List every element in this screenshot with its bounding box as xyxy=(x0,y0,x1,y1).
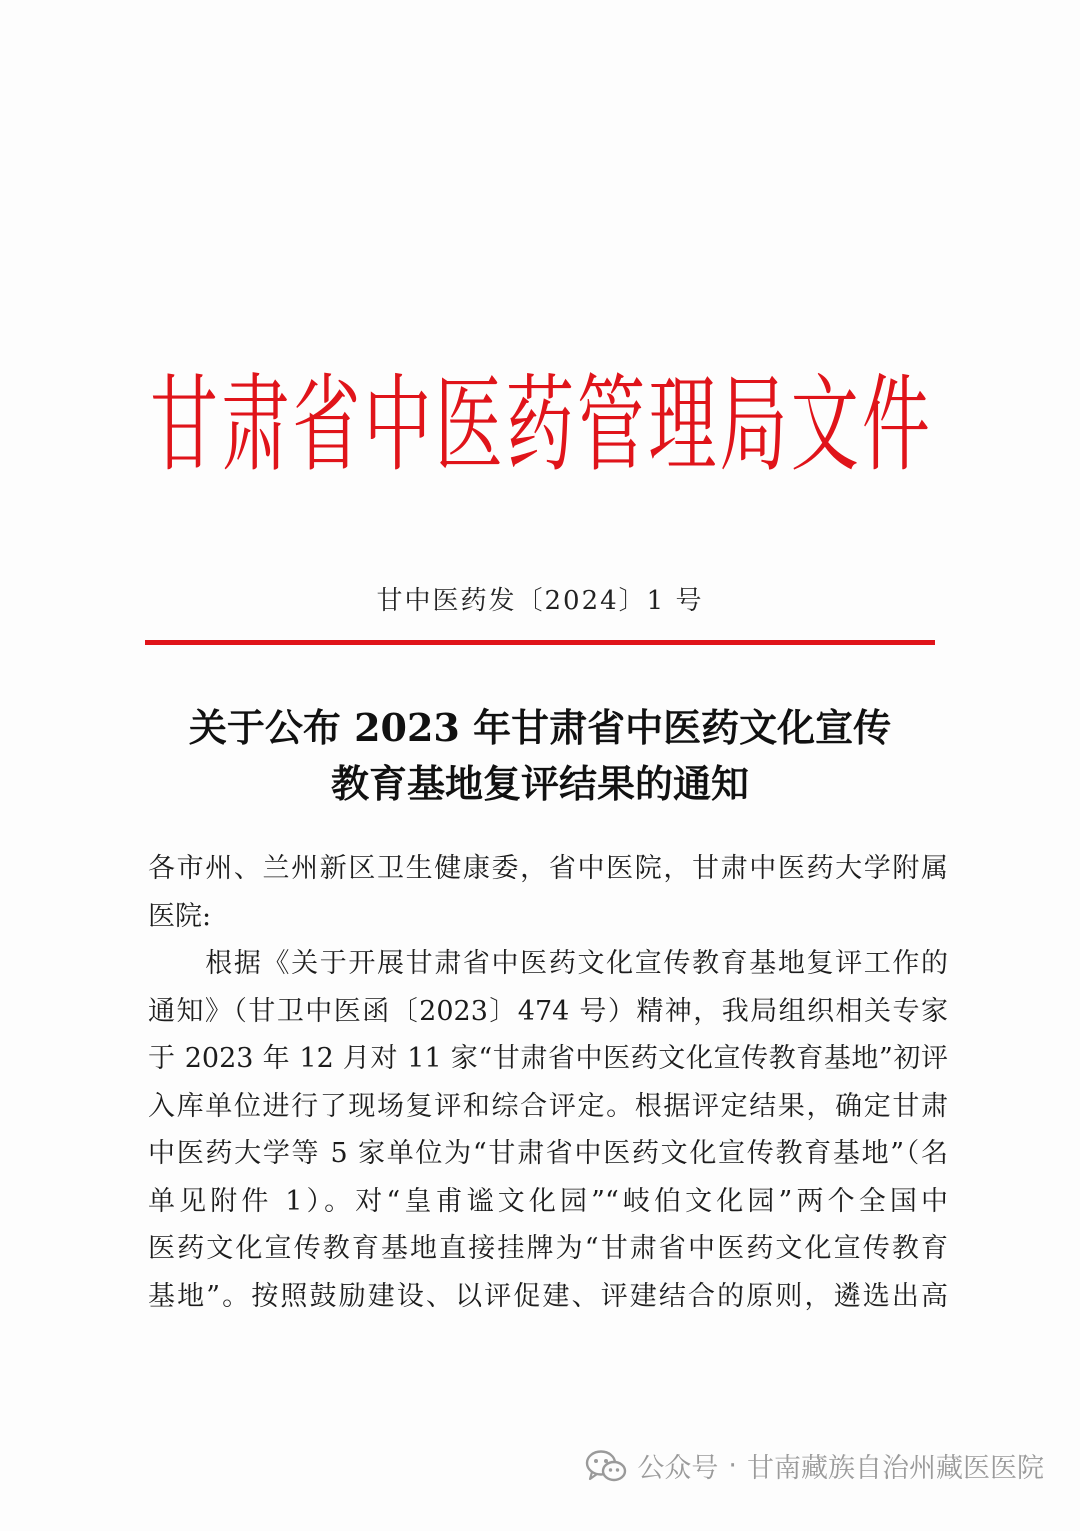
masthead-char: 中 xyxy=(363,365,432,488)
watermark-separator: · xyxy=(728,1450,737,1481)
body-line: 于 2023 年 12 月对 11 家“甘肃省中医药文化宣传教育基地”初评 xyxy=(148,1043,948,1074)
body-line: 入库单位进行了现场复评和综合评定。根据评定结果，确定甘肃 xyxy=(148,1090,948,1122)
watermark-account: 甘南藏族自治州藏医医院 xyxy=(747,1453,1044,1484)
wechat-watermark xyxy=(585,1446,1044,1485)
body-line: 医院: xyxy=(148,900,212,932)
masthead-char: 文 xyxy=(790,365,859,488)
masthead-char: 件 xyxy=(861,365,930,488)
notice-title xyxy=(0,700,1080,812)
masthead-char: 药 xyxy=(505,365,574,488)
body-line: 根据《关于开展甘肃省中医药文化宣传教育基地复评工作的 xyxy=(148,948,948,979)
body-line: 中医药大学等 5 家单位为“甘肃省中医药文化宣传教育基地”（名 xyxy=(148,1138,948,1169)
body-line: 单见附件 1）。对“皇甫谧文化园”“岐伯文化园”两个全国中 xyxy=(148,1185,948,1217)
masthead-title xyxy=(150,362,930,492)
notice-body xyxy=(148,845,948,1320)
wechat-icon xyxy=(585,1449,627,1483)
masthead-char: 甘 xyxy=(150,365,219,488)
masthead-char: 局 xyxy=(719,365,788,488)
masthead-char: 医 xyxy=(434,365,503,488)
body-line: 通知》（甘卫中医函〔2023〕474 号）精神，我局组织相关专家 xyxy=(148,995,948,1027)
masthead-char: 肃 xyxy=(221,365,290,488)
notice-title-line-1: 关于公布 2023 年甘肃省中医药文化宣传 xyxy=(188,705,892,750)
masthead-char: 省 xyxy=(292,365,361,488)
notice-title-line-2: 教育基地复评结果的通知 xyxy=(330,761,749,806)
watermark-label: 公众号 xyxy=(637,1453,719,1484)
document-number: 甘中医药发〔2024〕1 号 xyxy=(376,586,704,616)
masthead-char: 管 xyxy=(577,365,646,488)
body-line: 各市州、兰州新区卫生健康委，省中医院，甘肃中医药大学附属 xyxy=(148,853,948,884)
red-divider-line xyxy=(145,640,935,645)
body-line: 医药文化宣传教育基地直接挂牌为“甘肃省中医药文化宣传教育 xyxy=(148,1233,948,1264)
body-line: 基地”。按照鼓励建设、以评促建、评建结合的原则，遴选出高 xyxy=(148,1280,948,1312)
masthead-char: 理 xyxy=(648,365,717,488)
